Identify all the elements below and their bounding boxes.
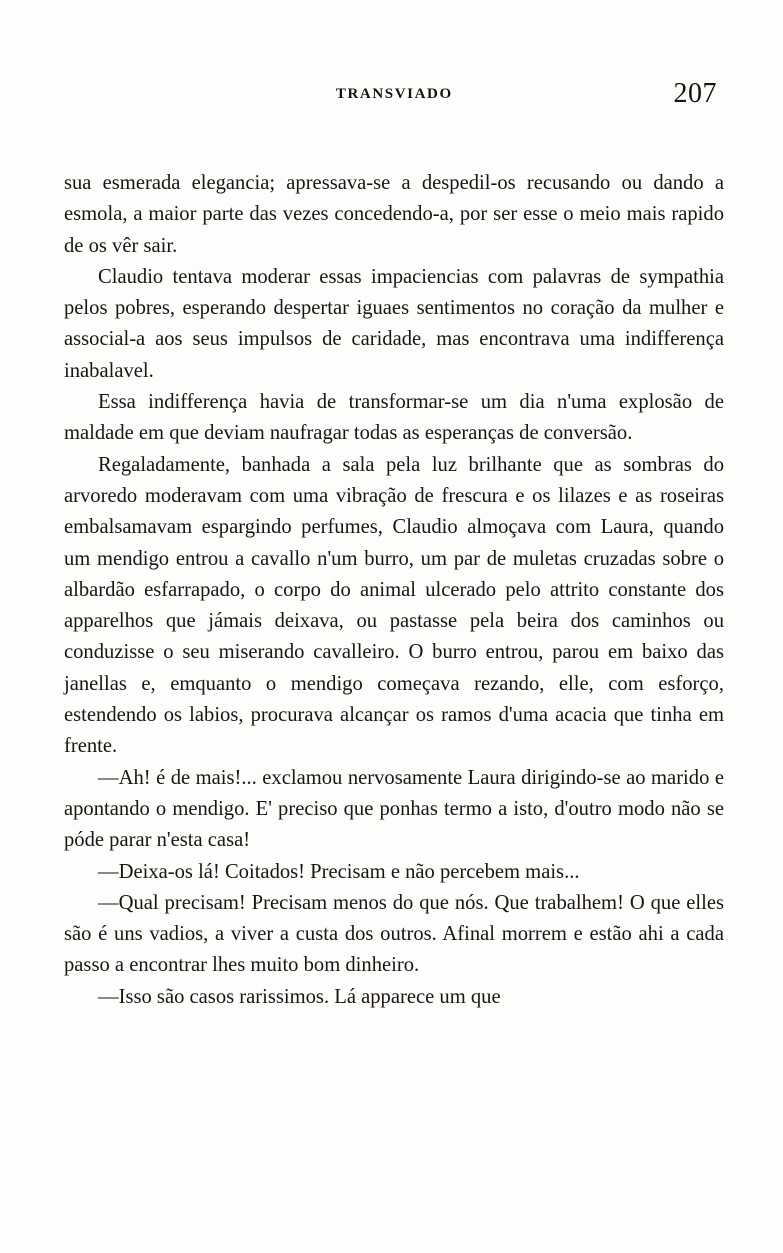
dialogue-paragraph: —Qual precisam! Precisam menos do que nós. Que trabalhem! O que elles são é uns vadios, a viver a custa dos outros. Afinal morrem e estão ahi a cada passo a encontrar lhes muito bom dinheiro. (64, 891, 724, 977)
running-head: TRANSVIADO (335, 86, 453, 102)
dialogue-paragraph: —Ah! é de mais!... exclamou nervosamente Laura dirigindo-se ao marido e apontando o mendigo. E' preciso que ponhas termo a isto, d'outro modo não se póde parar n'esta casa! (64, 766, 724, 852)
paragraph: Essa indifferença havia de transformar-se um dia n'uma explosão de maldade em que deviam naufragar todas as esperanças de conversão. (64, 391, 724, 445)
paragraph: Claudio tentava moderar essas impaciencias com palavras de sympathia pelos pobres, esperando despertar iguaes sentimentos no coração da mulher e associal-a aos seus impulsos de caridade, mas encontrava uma indifferença inabalavel. (64, 265, 724, 382)
page-number: 207 (673, 78, 717, 109)
page-header (64, 78, 723, 118)
dialogue-paragraph: —Isso são casos rarissimos. Lá apparece um que (98, 985, 501, 1008)
paragraph: Regaladamente, banhada a sala pela luz brilhante que as sombras do arvoredo moderavam com uma vibração de frescura e os lilazes e as roseiras embalsamavam espargindo perfumes, Claudio almoçava com Laura, quando um mendigo entrou a cavallo n'um burro, um par de muletas cruzadas sobre o albardão esfarrapado, o corpo do animal ulcerado pelo attrito constante dos apparelhos que jámais deixava, ou pastasse pela beira dos caminhos ou conduzisse o seu miserando cavalleiro. O burro entrou, parou em baixo das janellas e, emquanto o mendigo começava rezando, elle, com esforço, estendendo os labios, procurava alcançar os ramos d'uma acacia que tinha em frente. (64, 453, 724, 758)
paragraph: sua esmerada elegancia; apressava-se a despedil-os recusando ou dando a esmola, a maior parte das vezes concedendo-a, por ser esse o meio mais rapido de os vêr sair. (64, 172, 724, 257)
dialogue-paragraph: —Deixa-os lá! Coitados! Precisam e não percebem mais... (98, 860, 580, 883)
body-text (64, 168, 724, 1013)
